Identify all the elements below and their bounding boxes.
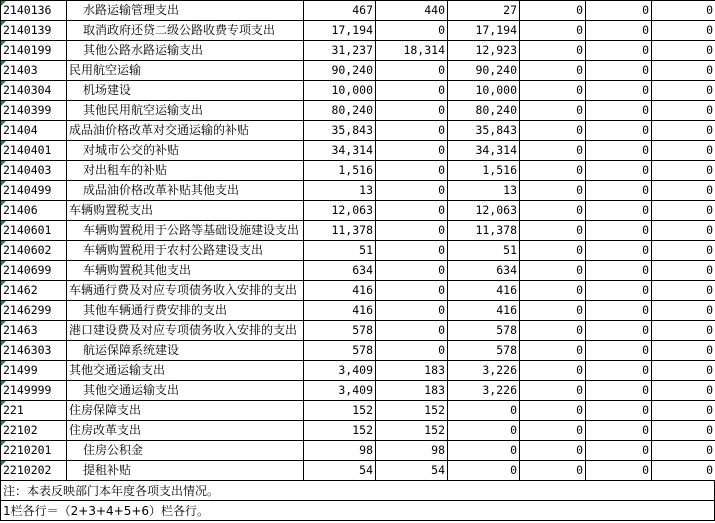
amount-cell-c6[interactable]: 0 xyxy=(652,41,715,61)
table-row xyxy=(1,441,715,461)
amount-cell-c1[interactable]: 1,516 xyxy=(304,161,376,181)
amount-cell-c4[interactable]: 0 xyxy=(520,201,586,221)
amount-cell-c2[interactable]: 0 xyxy=(376,121,448,141)
account-code-cell[interactable]: 2146303 xyxy=(1,341,67,361)
account-code-cell[interactable]: 2140136 xyxy=(1,1,67,21)
amount-cell-c6[interactable]: 0 xyxy=(652,441,715,461)
amount-cell-c5[interactable]: 0 xyxy=(586,1,652,21)
account-name-cell[interactable]: 对城市公交的补贴 xyxy=(67,141,304,161)
account-code-cell[interactable]: 2149999 xyxy=(1,381,67,401)
amount-cell-c1[interactable]: 34,314 xyxy=(304,141,376,161)
account-name-cell[interactable]: 机场建设 xyxy=(67,81,304,101)
account-code-cell[interactable]: 2210201 xyxy=(1,441,67,461)
amount-cell-c2[interactable]: 0 xyxy=(376,281,448,301)
amount-cell-c3[interactable]: 17,194 xyxy=(448,21,520,41)
amount-cell-c1[interactable]: 3,409 xyxy=(304,361,376,381)
amount-cell-c6[interactable]: 0 xyxy=(652,221,715,241)
amount-cell-c5[interactable]: 0 xyxy=(586,361,652,381)
amount-cell-c4[interactable]: 0 xyxy=(520,21,586,41)
amount-cell-c4[interactable]: 0 xyxy=(520,101,586,121)
table-row xyxy=(1,341,715,361)
amount-cell-c1[interactable]: 13 xyxy=(304,181,376,201)
account-name-cell[interactable]: 其他车辆通行费安排的支出 xyxy=(67,301,304,321)
amount-cell-c2[interactable]: 183 xyxy=(376,381,448,401)
amount-cell-c4[interactable]: 0 xyxy=(520,401,586,421)
table-row xyxy=(1,141,715,161)
amount-cell-c2[interactable]: 0 xyxy=(376,341,448,361)
amount-cell-c3[interactable]: 27 xyxy=(448,1,520,21)
amount-cell-c5[interactable]: 0 xyxy=(586,241,652,261)
account-code-cell[interactable]: 21463 xyxy=(1,321,67,341)
amount-cell-c4[interactable]: 0 xyxy=(520,181,586,201)
amount-cell-c1[interactable]: 578 xyxy=(304,341,376,361)
table-row xyxy=(1,101,715,121)
account-code-cell[interactable]: 21499 xyxy=(1,361,67,381)
amount-cell-c3[interactable]: 416 xyxy=(448,281,520,301)
account-code-cell[interactable]: 2140601 xyxy=(1,221,67,241)
amount-cell-c5[interactable]: 0 xyxy=(586,401,652,421)
account-name-cell[interactable]: 其他交通运输支出 xyxy=(67,361,304,381)
amount-cell-c6[interactable]: 0 xyxy=(652,61,715,81)
amount-cell-c3[interactable]: 90,240 xyxy=(448,61,520,81)
amount-cell-c6[interactable]: 0 xyxy=(652,321,715,341)
account-code-cell[interactable]: 21403 xyxy=(1,61,67,81)
table-row xyxy=(1,261,715,281)
table-row xyxy=(1,421,715,441)
account-name-cell[interactable]: 车辆购置税用于公路等基础设施建设支出 xyxy=(67,221,304,241)
account-name-cell[interactable]: 民用航空运输 xyxy=(67,61,304,81)
account-name-cell[interactable]: 港口建设费及对应专项债务收入安排的支出 xyxy=(67,321,304,341)
account-name-cell[interactable]: 成品油价格改革补贴其他支出 xyxy=(67,181,304,201)
amount-cell-c4[interactable]: 0 xyxy=(520,61,586,81)
amount-cell-c5[interactable]: 0 xyxy=(586,41,652,61)
amount-cell-c4[interactable]: 0 xyxy=(520,461,586,481)
amount-cell-c4[interactable]: 0 xyxy=(520,221,586,241)
amount-cell-c3[interactable]: 0 xyxy=(448,421,520,441)
amount-cell-c1[interactable]: 578 xyxy=(304,321,376,341)
table-row xyxy=(1,241,715,261)
amount-cell-c2[interactable]: 0 xyxy=(376,161,448,181)
amount-cell-c6[interactable]: 0 xyxy=(652,381,715,401)
account-name-cell[interactable]: 车辆通行费及对应专项债务收入安排的支出 xyxy=(67,281,304,301)
account-name-cell[interactable]: 车辆购置税用于农村公路建设支出 xyxy=(67,241,304,261)
amount-cell-c5[interactable]: 0 xyxy=(586,21,652,41)
footnote: 注：本表反映部门本年度各项支出情况。 xyxy=(0,481,715,501)
amount-cell-c2[interactable]: 152 xyxy=(376,421,448,441)
account-code-cell[interactable]: 2140499 xyxy=(1,181,67,201)
amount-cell-c1[interactable]: 3,409 xyxy=(304,381,376,401)
amount-cell-c2[interactable]: 0 xyxy=(376,61,448,81)
amount-cell-c5[interactable]: 0 xyxy=(586,61,652,81)
account-code-cell[interactable]: 2146299 xyxy=(1,301,67,321)
amount-cell-c1[interactable]: 152 xyxy=(304,421,376,441)
account-name-cell[interactable]: 成品油价格改革对交通运输的补贴 xyxy=(67,121,304,141)
amount-cell-c2[interactable]: 0 xyxy=(376,81,448,101)
account-name-cell[interactable]: 其他公路水路运输支出 xyxy=(67,41,304,61)
amount-cell-c6[interactable]: 0 xyxy=(652,341,715,361)
amount-cell-c1[interactable]: 98 xyxy=(304,441,376,461)
table-body xyxy=(1,1,715,481)
amount-cell-c3[interactable]: 3,226 xyxy=(448,361,520,381)
amount-cell-c5[interactable]: 0 xyxy=(586,261,652,281)
account-code-cell[interactable]: 21406 xyxy=(1,201,67,221)
account-name-cell[interactable]: 车辆购置税其他支出 xyxy=(67,261,304,281)
formula-note: 1栏各行＝（2+3+4+5+6）栏各行。 xyxy=(0,501,715,521)
amount-cell-c6[interactable]: 0 xyxy=(652,421,715,441)
account-name-cell[interactable]: 住房保障支出 xyxy=(67,401,304,421)
amount-cell-c5[interactable]: 0 xyxy=(586,381,652,401)
amount-cell-c4[interactable]: 0 xyxy=(520,41,586,61)
amount-cell-c3[interactable]: 10,000 xyxy=(448,81,520,101)
amount-cell-c1[interactable]: 31,237 xyxy=(304,41,376,61)
amount-cell-c4[interactable]: 0 xyxy=(520,1,586,21)
account-name-cell[interactable]: 住房公积金 xyxy=(67,441,304,461)
table-row xyxy=(1,281,715,301)
amount-cell-c2[interactable]: 54 xyxy=(376,461,448,481)
account-name-cell[interactable]: 其他交通运输支出 xyxy=(67,381,304,401)
table-row xyxy=(1,41,715,61)
account-name-cell[interactable]: 其他民用航空运输支出 xyxy=(67,101,304,121)
amount-cell-c2[interactable]: 0 xyxy=(376,301,448,321)
amount-cell-c3[interactable]: 578 xyxy=(448,321,520,341)
account-code-cell[interactable]: 2140403 xyxy=(1,161,67,181)
amount-cell-c4[interactable]: 0 xyxy=(520,241,586,261)
amount-cell-c5[interactable]: 0 xyxy=(586,181,652,201)
amount-cell-c2[interactable]: 0 xyxy=(376,141,448,161)
amount-cell-c5[interactable]: 0 xyxy=(586,221,652,241)
amount-cell-c4[interactable]: 0 xyxy=(520,341,586,361)
account-code-cell[interactable]: 21462 xyxy=(1,281,67,301)
amount-cell-c3[interactable]: 11,378 xyxy=(448,221,520,241)
account-code-cell[interactable]: 2140399 xyxy=(1,101,67,121)
amount-cell-c6[interactable]: 0 xyxy=(652,101,715,121)
amount-cell-c5[interactable]: 0 xyxy=(586,281,652,301)
account-code-cell[interactable]: 2140699 xyxy=(1,261,67,281)
amount-cell-c6[interactable]: 0 xyxy=(652,141,715,161)
amount-cell-c2[interactable]: 440 xyxy=(376,1,448,21)
account-name-cell[interactable]: 水路运输管理支出 xyxy=(67,1,304,21)
amount-cell-c5[interactable]: 0 xyxy=(586,81,652,101)
amount-cell-c5[interactable]: 0 xyxy=(586,121,652,141)
amount-cell-c5[interactable]: 0 xyxy=(586,461,652,481)
amount-cell-c1[interactable]: 11,378 xyxy=(304,221,376,241)
amount-cell-c3[interactable]: 578 xyxy=(448,341,520,361)
table-row xyxy=(1,81,715,101)
amount-cell-c4[interactable]: 0 xyxy=(520,81,586,101)
amount-cell-c1[interactable]: 634 xyxy=(304,261,376,281)
amount-cell-c4[interactable]: 0 xyxy=(520,141,586,161)
table-row xyxy=(1,61,715,81)
amount-cell-c5[interactable]: 0 xyxy=(586,321,652,341)
table-row xyxy=(1,361,715,381)
amount-cell-c6[interactable]: 0 xyxy=(652,261,715,281)
amount-cell-c6[interactable]: 0 xyxy=(652,21,715,41)
table-row xyxy=(1,461,715,481)
amount-cell-c3[interactable]: 80,240 xyxy=(448,101,520,121)
amount-cell-c3[interactable]: 1,516 xyxy=(448,161,520,181)
amount-cell-c4[interactable]: 0 xyxy=(520,161,586,181)
amount-cell-c6[interactable]: 0 xyxy=(652,281,715,301)
amount-cell-c4[interactable]: 0 xyxy=(520,321,586,341)
amount-cell-c3[interactable]: 0 xyxy=(448,441,520,461)
amount-cell-c3[interactable]: 12,923 xyxy=(448,41,520,61)
amount-cell-c1[interactable]: 51 xyxy=(304,241,376,261)
amount-cell-c2[interactable]: 0 xyxy=(376,221,448,241)
amount-cell-c6[interactable]: 0 xyxy=(652,161,715,181)
amount-cell-c3[interactable]: 0 xyxy=(448,461,520,481)
amount-cell-c5[interactable]: 0 xyxy=(586,101,652,121)
amount-cell-c4[interactable]: 0 xyxy=(520,421,586,441)
table-row xyxy=(1,161,715,181)
amount-cell-c6[interactable]: 0 xyxy=(652,461,715,481)
account-name-cell[interactable]: 对出租车的补贴 xyxy=(67,161,304,181)
amount-cell-c5[interactable]: 0 xyxy=(586,441,652,461)
amount-cell-c2[interactable]: 98 xyxy=(376,441,448,461)
amount-cell-c3[interactable]: 12,063 xyxy=(448,201,520,221)
account-name-cell[interactable]: 车辆购置税支出 xyxy=(67,201,304,221)
table-row xyxy=(1,21,715,41)
table-row xyxy=(1,121,715,141)
amount-cell-c3[interactable]: 3,226 xyxy=(448,381,520,401)
account-name-cell[interactable]: 取消政府还贷二级公路收费专项支出 xyxy=(67,21,304,41)
account-name-cell[interactable]: 航运保障系统建设 xyxy=(67,341,304,361)
amount-cell-c3[interactable]: 51 xyxy=(448,241,520,261)
account-code-cell[interactable]: 221 xyxy=(1,401,67,421)
amount-cell-c1[interactable]: 467 xyxy=(304,1,376,21)
amount-cell-c6[interactable]: 0 xyxy=(652,201,715,221)
amount-cell-c2[interactable]: 0 xyxy=(376,321,448,341)
amount-cell-c5[interactable]: 0 xyxy=(586,161,652,181)
amount-cell-c2[interactable]: 0 xyxy=(376,201,448,221)
amount-cell-c4[interactable]: 0 xyxy=(520,381,586,401)
amount-cell-c2[interactable]: 0 xyxy=(376,101,448,121)
amount-cell-c2[interactable]: 0 xyxy=(376,241,448,261)
amount-cell-c2[interactable]: 183 xyxy=(376,361,448,381)
amount-cell-c3[interactable]: 13 xyxy=(448,181,520,201)
amount-cell-c2[interactable]: 0 xyxy=(376,21,448,41)
amount-cell-c1[interactable]: 10,000 xyxy=(304,81,376,101)
amount-cell-c6[interactable]: 0 xyxy=(652,361,715,381)
amount-cell-c6[interactable]: 0 xyxy=(652,181,715,201)
account-code-cell[interactable]: 2140602 xyxy=(1,241,67,261)
amount-cell-c2[interactable]: 0 xyxy=(376,261,448,281)
account-code-cell[interactable]: 2140401 xyxy=(1,141,67,161)
amount-cell-c6[interactable]: 0 xyxy=(652,81,715,101)
account-code-cell[interactable]: 2210202 xyxy=(1,461,67,481)
amount-cell-c5[interactable]: 0 xyxy=(586,341,652,361)
amount-cell-c5[interactable]: 0 xyxy=(586,301,652,321)
table-row xyxy=(1,381,715,401)
amount-cell-c1[interactable]: 90,240 xyxy=(304,61,376,81)
amount-cell-c1[interactable]: 416 xyxy=(304,281,376,301)
amount-cell-c1[interactable]: 17,194 xyxy=(304,21,376,41)
amount-cell-c2[interactable]: 0 xyxy=(376,181,448,201)
amount-cell-c4[interactable]: 0 xyxy=(520,281,586,301)
account-code-cell[interactable]: 2140139 xyxy=(1,21,67,41)
amount-cell-c1[interactable]: 416 xyxy=(304,301,376,321)
amount-cell-c1[interactable]: 35,843 xyxy=(304,121,376,141)
table-row xyxy=(1,301,715,321)
amount-cell-c1[interactable]: 54 xyxy=(304,461,376,481)
amount-cell-c1[interactable]: 152 xyxy=(304,401,376,421)
amount-cell-c6[interactable]: 0 xyxy=(652,121,715,141)
table-row xyxy=(1,401,715,421)
amount-cell-c4[interactable]: 0 xyxy=(520,361,586,381)
amount-cell-c4[interactable]: 0 xyxy=(520,261,586,281)
table-row xyxy=(1,1,715,21)
amount-cell-c5[interactable]: 0 xyxy=(586,201,652,221)
amount-cell-c4[interactable]: 0 xyxy=(520,121,586,141)
amount-cell-c1[interactable]: 12,063 xyxy=(304,201,376,221)
amount-cell-c6[interactable]: 0 xyxy=(652,301,715,321)
amount-cell-c2[interactable]: 18,314 xyxy=(376,41,448,61)
amount-cell-c6[interactable]: 0 xyxy=(652,1,715,21)
account-code-cell[interactable]: 2140304 xyxy=(1,81,67,101)
amount-cell-c4[interactable]: 0 xyxy=(520,441,586,461)
amount-cell-c3[interactable]: 34,314 xyxy=(448,141,520,161)
account-name-cell[interactable]: 提租补贴 xyxy=(67,461,304,481)
account-code-cell[interactable]: 2140199 xyxy=(1,41,67,61)
account-code-cell[interactable]: 21404 xyxy=(1,121,67,141)
table-row xyxy=(1,201,715,221)
amount-cell-c6[interactable]: 0 xyxy=(652,241,715,261)
account-code-cell[interactable]: 22102 xyxy=(1,421,67,441)
table-row xyxy=(1,321,715,341)
amount-cell-c5[interactable]: 0 xyxy=(586,141,652,161)
amount-cell-c3[interactable]: 416 xyxy=(448,301,520,321)
amount-cell-c3[interactable]: 634 xyxy=(448,261,520,281)
table-row xyxy=(1,181,715,201)
account-name-cell[interactable]: 住房改革支出 xyxy=(67,421,304,441)
table-row xyxy=(1,221,715,241)
amount-cell-c2[interactable]: 152 xyxy=(376,401,448,421)
amount-cell-c1[interactable]: 80,240 xyxy=(304,101,376,121)
amount-cell-c5[interactable]: 0 xyxy=(586,421,652,441)
amount-cell-c3[interactable]: 0 xyxy=(448,401,520,421)
amount-cell-c3[interactable]: 35,843 xyxy=(448,121,520,141)
amount-cell-c4[interactable]: 0 xyxy=(520,301,586,321)
amount-cell-c6[interactable]: 0 xyxy=(652,401,715,421)
